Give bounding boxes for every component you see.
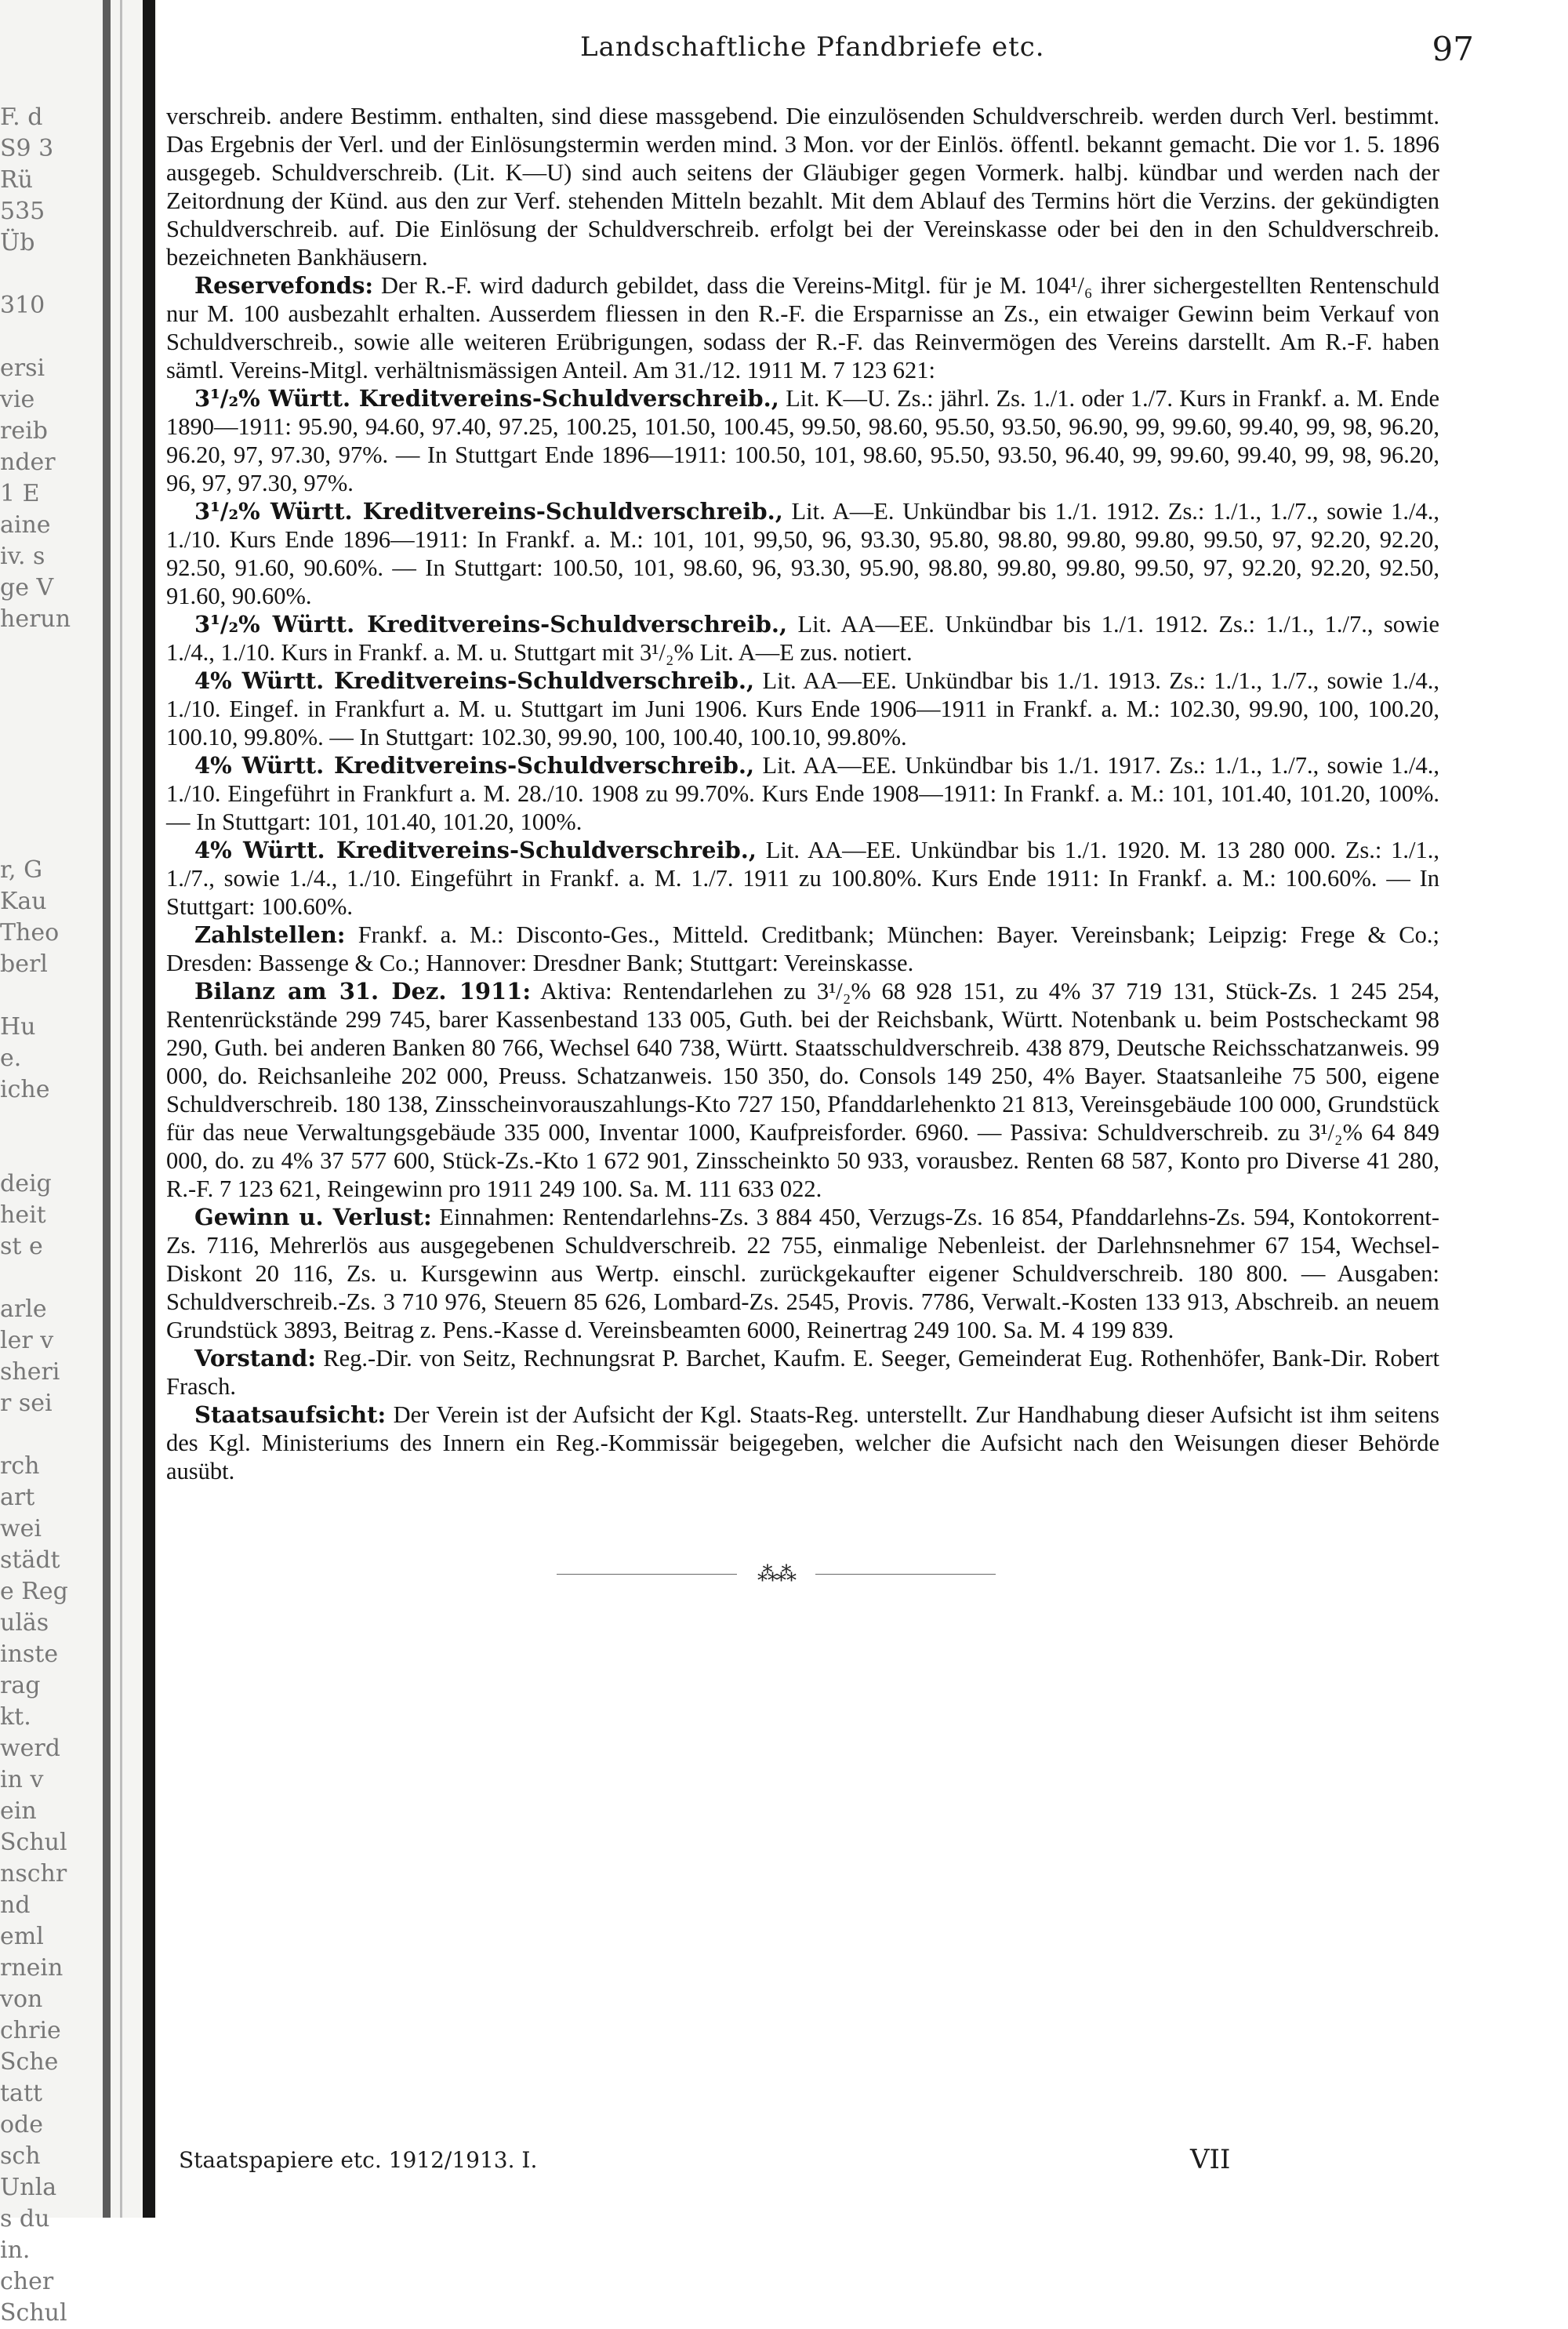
paragraph xyxy=(166,497,1439,610)
paragraph-lead: 4% Württ. Kreditvereins-Schuldverschreib., xyxy=(194,667,755,694)
spine-fragment: sch xyxy=(0,2142,41,2170)
spine-fragment: s du xyxy=(0,2205,50,2233)
spine-fragment: arle xyxy=(0,1295,47,1323)
spine-fragment: e Reg xyxy=(0,1578,68,1605)
spine-fragment: art xyxy=(0,1484,35,1511)
paragraph-lead: 3¹/₂% Württ. Kreditvereins-Schuldverschreib., xyxy=(194,385,779,412)
paragraph xyxy=(166,836,1439,921)
spine-fragment: S9 3 xyxy=(0,135,54,162)
paragraph xyxy=(166,751,1439,836)
spine-fragment: nd xyxy=(0,1891,31,1919)
spine-fragment: reib xyxy=(0,417,48,445)
paragraph-lead: Zahlstellen: xyxy=(194,921,346,948)
gutter-shadow-dark xyxy=(143,0,155,2218)
paragraph-text: Lit. AA—EE. Unkündbar bis 1./1. 1913. Zs.: 1./1., 1./7., sowie 1./4., 1./10. Eingef. in Frankfurt a. M. u. Stuttgart im Juni 1906. Kurs Ende 1906—1911 in Frankf. a. M.: 102.30, 99.90, 100, 100.20, 100.10, 99.80%. — In Stuttgart: 102.30, 99.90, 100, 100.40, 100.10, 99.80%. xyxy=(166,667,1439,750)
paragraph-text: Einnahmen: Rentendarlehns-Zs. 3 884 450, Verzugs-Zs. 16 854, Pfanddarlehns-Zs. 594, Kontokorrent-Zs. 7116, Mehrerlös aus ausgegebenen Schuldverschreib. 22 755, einmalige Nebenleist. der Darlehnsnehmer 67 154, Wechsel-Diskont 20 116, Zs. u. Kursgewinn aus Wertp. einschl. zurückgekaufter eigener Schuldverschreib. 180 800. — Ausgaben: Schuldverschreib.-Zs. 3 710 976, Steuern 85 626, Lombard-Zs. 2545, Provis. 7786, Verwalt.-Kosten 133 913, Abschreib. an neuem Grundstück 3893, Beitrag z. Pens.-Kasse d. Vereinsbeamten 6000, Reinertrag 249 100. Sa. M. 4 199 839. xyxy=(166,1204,1440,1343)
spine-fragment: vie xyxy=(0,386,35,413)
spine-fragment xyxy=(0,635,94,667)
spine-fragment xyxy=(0,322,94,353)
page-footer xyxy=(179,2144,1472,2186)
spine-fragment: 1 E xyxy=(0,480,40,507)
paragraph-text: Lit. AA—EE. Unkündbar bis 1./1. 1912. Zs.: 1./1., 1./7., sowie 1./4., 1./10. Kurs in Frankf. a. M. u. Stuttgart mit 3¹/₂% Lit. A—E zus. notiert. xyxy=(166,611,1440,666)
ornament-rule-right xyxy=(815,1574,996,1575)
spine-fragment: r sei xyxy=(0,1390,53,1417)
page-body xyxy=(166,102,1439,1485)
spine-fragment: Rü xyxy=(0,166,33,194)
paragraph-lead: 3¹/₂% Württ. Kreditvereins-Schuldverschreib., xyxy=(194,611,788,638)
paragraph-text: Lit. K—U. Zs.: jährl. Zs. 1./1. oder 1./7. Kurs in Frankf. a. M. Ende 1890—1911: 95.90, 94.60, 97.40, 97.25, 100.25, 101.50, 100.45, 99.50, 98.60, 95.50, 93.50, 96.90, 99, 99.60, 99.40, 99, 98, 96.20, 96.20, 97, 97.30, 97%. — In Stuttgart Ende 1896—1911: 100.50, 101, 98.60, 95.50, 93.50, 96.40, 99, 99.60, 99.40, 99, 98, 96.20, 96, 97, 97.30, 97%. xyxy=(166,385,1439,496)
spine-fragment: st e xyxy=(0,1233,43,1260)
spine-fragment: aine xyxy=(0,511,51,539)
spine-fragment: inste xyxy=(0,1640,59,1668)
spine-fragment xyxy=(0,980,94,1012)
spine-fragment: ge V xyxy=(0,574,54,601)
paragraph xyxy=(166,610,1439,667)
spine-fragment xyxy=(0,792,94,823)
spine-fragment: iche xyxy=(0,1076,50,1103)
section-ornament xyxy=(557,1564,996,1586)
paragraph xyxy=(166,384,1439,497)
spine-fragment: von xyxy=(0,1986,43,2013)
spine-fragment: Schul xyxy=(0,1829,67,1856)
spine-fragment: deig xyxy=(0,1170,52,1197)
paragraph-text: Lit. A—E. Unkündbar bis 1./1. 1912. Zs.: 1./1., 1./7., sowie 1./4., 1./10. Kurs Ende 1896—1911: In Frankf. a. M.: 101, 101, 99,50, 96, 93.30, 95.80, 98.80, 99.80, 99.80, 99.50, 97, 92.20, 92.20, 92.50, 91.60, 90.60%. — In Stuttgart: 100.50, 101, 98.60, 96, 93.30, 95.90, 98.80, 99.80, 99.80, 99.50, 97, 92.20, 92.20, 92.50, 91.60, 90.60%. xyxy=(166,498,1439,609)
spine-fragment xyxy=(0,667,94,698)
spine-fragment: 535 xyxy=(0,198,45,225)
spine-fragment: städt xyxy=(0,1546,60,1574)
spine-fragment xyxy=(0,698,94,729)
spine-fragment xyxy=(0,1106,94,1137)
paragraph-lead: 4% Württ. Kreditvereins-Schuldverschreib., xyxy=(194,752,755,779)
spine-fragment: ersi xyxy=(0,354,45,382)
paragraph-text: Lit. AA—EE. Unkündbar bis 1./1. 1920. M. 13 280 000. Zs.: 1./1., 1./7., sowie 1./4., 1./10. Eingeführt in Frankf. a. M. 1./7. 1911 zu 100.80%. Kurs Ende 1911: In Frankf. a. M.: 100.60%. — In Stuttgart: 100.60%. xyxy=(166,837,1439,920)
paragraph-text: Frankf. a. M.: Disconto-Ges., Mitteld. Creditbank; München: Bayer. Vereinsbank; Leipzig: Frege & Co.; Dresden: Bassenge & Co.; Hannover: Dresdner Bank; Stuttgart: Vereinskasse. xyxy=(166,921,1439,976)
spine-fragment xyxy=(0,259,94,290)
spine-fragment: werd xyxy=(0,1735,60,1762)
paragraph-text: Aktiva: Rentendarlehen zu 3¹/₂% 68 928 151, zu 4% 37 719 131, Stück-Zs. 1 245 254, Rentenrückstände 299 745, barer Kassenbestand 133 005, Guth. bei der Reichsbank, Württ. Notenbank u. beim Postscheckamt 98 290, Guth. bei anderen Banken 80 766, Wechsel 640 738, Württ. Staatsschuldverschreib. 438 879, Deutsche Reichsschatzanweis. 99 000, do. Reichsanleihe 202 000, Preuss. Schatzanweis. 150 350, do. Consols 149 250, 4% Bayer. Staatsanleihe 75 500, eigene Schuldverschreib. 180 138, Zinsscheinvorauszahlungs-Kto 727 150, Pfanddarlehenkto 21 813, Vereinsgebäude 100 000, Grundstück für das neue Verwaltungsgebäude 335 000, Inventar 1000, Kaufpreisforder. 6960. — Passiva: Schuldverschreib. zu 3¹/₂% 64 849 000, do. zu 4% 37 577 600, Stück-Zs.-Kto 1 672 901, Zinsscheinkto 50 933, vorausbez. Renten 68 587, Konto pro Diverse 41 280, R.-F. 7 123 621, Reingewinn pro 1911 249 100. Sa. M. 111 633 022. xyxy=(166,978,1440,1202)
spine-fragment: iv. s xyxy=(0,543,45,570)
spine-fragment: Schul xyxy=(0,2299,67,2327)
spine-fragment: nder xyxy=(0,449,56,476)
paragraph-lead: Reservefonds: xyxy=(194,272,374,299)
spine-fragment xyxy=(0,729,94,761)
spine-fragment: sheri xyxy=(0,1358,60,1386)
spine-fragment: cher xyxy=(0,2268,54,2295)
spine-fragment: chrie xyxy=(0,2017,61,2044)
spine-fragment: Hu xyxy=(0,1013,36,1041)
spine-fragment: Üb xyxy=(0,229,35,256)
spine-fragment: kt. xyxy=(0,1703,31,1731)
footer-signature-mark: VII xyxy=(1190,2144,1231,2175)
spine-fragment: herun xyxy=(0,605,71,633)
paragraph-text: Der R.-F. wird dadurch gebildet, dass die Vereins-Mitgl. für je M. 104¹/₆ ihrer sichergestellten Rentenschuld nur M. 100 ausbezahlt erhalten. Ausserdem fliessen in den R.-F. die Ersparnisse an Zs., ein etwaiger Gewinn beim Verkauf von Schuldverschreib., sowie alle weiteren Erübrigungen, sodass der R.-F. das Reinvermögen des Vereins darstellt. Am R.-F. haben sämtl. Vereins-Mitgl. verhältnismässigen Anteil. Am 31./12. 1911 M. 7 123 621: xyxy=(166,272,1439,383)
paragraph xyxy=(166,102,1439,271)
spine-fragment: ler v xyxy=(0,1327,54,1354)
spine-fragment xyxy=(0,1263,94,1294)
paragraph xyxy=(166,667,1439,751)
spine-fragment: in. xyxy=(0,2236,31,2264)
paragraph xyxy=(166,271,1439,384)
ornament-glyph: ⁂⁂ xyxy=(757,1563,795,1586)
paragraph-text: Der Verein ist der Aufsicht der Kgl. Staats-Reg. unterstellt. Zur Handhabung dieser Aufsicht ist ihm seitens des Kgl. Ministeriums des Innern ein Reg.-Kommissär beigegeben, welcher die Aufsicht nach den Weisungen dieser Behörde ausübt. xyxy=(166,1401,1439,1484)
spine-fragment: Theo xyxy=(0,919,60,946)
paragraph-lead: Bilanz am 31. Dez. 1911: xyxy=(194,978,532,1005)
spine-fragment: in v xyxy=(0,1766,44,1793)
paragraph xyxy=(166,921,1439,977)
spine-fragment xyxy=(0,1137,94,1168)
spine-fragment: 310 xyxy=(0,292,45,319)
paragraph-lead: 3¹/₂% Württ. Kreditvereins-Schuldverschreib., xyxy=(194,498,783,525)
spine-fragment: tatt xyxy=(0,2080,43,2107)
paragraph-lead: Staatsaufsicht: xyxy=(194,1401,387,1428)
paragraph-lead: Vorstand: xyxy=(194,1345,317,1372)
spine-fragment xyxy=(0,1419,94,1451)
spine-fragment xyxy=(0,823,94,855)
spine-fragment: rnein xyxy=(0,1954,64,1982)
paragraph xyxy=(166,977,1439,1203)
page-header xyxy=(157,31,1474,71)
gutter-shadow-light xyxy=(120,0,122,2218)
spine-fragment: rch xyxy=(0,1452,40,1480)
spine-fragment: nschr xyxy=(0,1860,67,1888)
spine-fragment: r, G xyxy=(0,856,43,884)
paragraph xyxy=(166,1401,1439,1485)
spine-fragment: Unla xyxy=(0,2174,57,2201)
ornament-rule-left xyxy=(557,1574,737,1575)
paragraph-lead: 4% Württ. Kreditvereins-Schuldverschreib., xyxy=(194,837,757,863)
footer-title: Staatspapiere etc. 1912/1913. I. xyxy=(179,2147,538,2173)
spine-fragment: Sche xyxy=(0,2048,59,2076)
adjacent-page-fragments xyxy=(0,102,94,2329)
spine-fragment: ein xyxy=(0,1797,37,1825)
paragraph-text: Lit. AA—EE. Unkündbar bis 1./1. 1917. Zs.: 1./1., 1./7., sowie 1./4., 1./10. Eingeführt in Frankfurt a. M. 28./10. 1908 zu 99.70%. Kurs Ende 1908—1911: In Frankf. a. M.: 101, 101.40, 101.20, 100%. — In Stuttgart: 101, 101.40, 101.20, 100%. xyxy=(166,752,1439,835)
spine-fragment: eml xyxy=(0,1923,44,1950)
paragraph-text: Reg.-Dir. von Seitz, Rechnungsrat P. Barchet, Kaufm. E. Seeger, Gemeinderat Eug. Rothenhöfer, Bank-Dir. Robert Frasch. xyxy=(166,1345,1439,1400)
spine-fragment xyxy=(0,761,94,792)
paragraph xyxy=(166,1344,1439,1401)
paragraph-text: verschreib. andere Bestimm. enthalten, sind diese massgebend. Die einzulösenden Schuldverschreib. werden durch Verl. bestimmt. Das Ergebnis der Verl. und der Einlösungstermin werden mind. 3 Mon. vor der Einlös. öffentl. bekannt gemacht. Die vor 1. 5. 1896 ausgegeb. Schuldverschreib. (Lit. K—U) sind auch seitens der Gläubiger gegen Vormerk. halbj. kündbar und werden nach der Zeitordnung der Künd. aus den zur Verf. stehenden Mitteln bezahlt. Mit dem Ablauf des Termins hört die Verzins. der gekündigten Schuldverschreib. auf. Die Einlösung der Schuldverschreib. erfolgt bei der Vereinskasse oder bei den in den Schuldverschreib. bezeichneten Bankhäusern. xyxy=(166,103,1439,271)
spine-fragment: F. d xyxy=(0,104,43,131)
gutter-shadow-mid xyxy=(103,0,111,2218)
spine-fragment: rag xyxy=(0,1672,41,1699)
spine-fragment: wei xyxy=(0,1515,42,1542)
spine-fragment: uläs xyxy=(0,1609,49,1637)
page-number: 97 xyxy=(1432,30,1474,68)
spine-fragment: heit xyxy=(0,1201,46,1229)
spine-fragment: ode xyxy=(0,2111,44,2138)
spine-fragment: e. xyxy=(0,1045,22,1072)
spine-fragment: berl xyxy=(0,950,48,978)
spine-fragment: Kau xyxy=(0,888,47,915)
paragraph xyxy=(166,1203,1439,1344)
running-title: Landschaftliche Pfandbriefe etc. xyxy=(580,31,1045,63)
book-spine-margin xyxy=(0,0,157,2327)
paragraph-lead: Gewinn u. Verlust: xyxy=(194,1204,432,1230)
